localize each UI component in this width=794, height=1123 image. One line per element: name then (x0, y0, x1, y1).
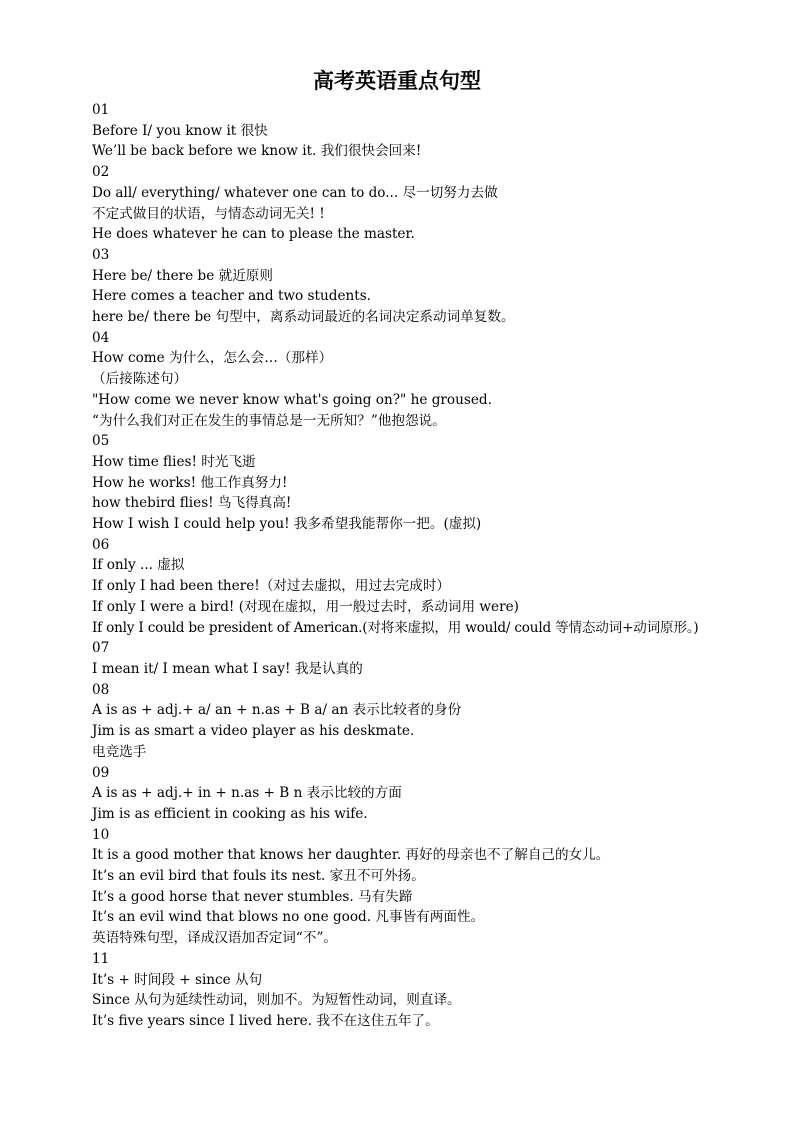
text-line: If only I had been there!（对过去虚拟，用过去完成时） (92, 578, 451, 595)
text-line: It is a good mother that knows her daughter. 再好的母亲也不了解自己的女儿。 (92, 847, 610, 864)
text-line: 不定式做目的状语，与情态动词无关! ! (92, 205, 325, 222)
text-line: He does whatever he can to please the master. (92, 226, 415, 243)
text-line: （后接陈述句） (92, 371, 188, 388)
text-line: Here comes a teacher and two students. (92, 288, 372, 305)
text-line: “为什么我们对正在发生的事情总是一无所知？”他抱怨说。 (92, 412, 446, 429)
text-line: Here be/ there be 就近原则 (92, 267, 273, 284)
text-line: "How come we never know what's going on?" he groused. (92, 391, 492, 408)
text-line: It’s an evil bird that fouls its nest. 家丑不可外扬。 (92, 868, 425, 885)
text-line: Jim is as efficient in cooking as his wife. (92, 805, 368, 822)
text-line: It’s five years since I lived here. 我不在这住五年了。 (92, 1012, 439, 1029)
text-line: How come 为什么，怎么会…（那样） (92, 350, 333, 367)
text-line-wrapped: If only I could be president of American.(对将来虚拟，用 would/ could 等情态动词+动词原形。) (92, 619, 699, 636)
section-number: 11 (92, 950, 110, 967)
text-line: How I wish I could help you! 我多希望我能帮你一把。(虚拟) (92, 516, 482, 533)
section-number: 01 (92, 102, 110, 118)
section-number: 06 (92, 536, 110, 553)
section-number: 07 (92, 640, 110, 657)
text-line: If only ... 虚拟 (92, 557, 185, 574)
text-line: It’s an evil wind that blows no one good. 凡事皆有两面性。 (92, 909, 485, 926)
section-number: 03 (92, 246, 110, 263)
text-line: A is as + adj.+ in + n.as + B n 表示比较的方面 (92, 785, 402, 802)
section-number: 08 (92, 681, 110, 698)
text-line: Since 从句为延续性动词，则加不。为短暂性动词，则直译。 (92, 992, 461, 1009)
section-number: 09 (92, 764, 110, 781)
text-line: Jim is as smart a video player as his deskmate. (92, 723, 415, 740)
text-line: We’ll be back before we know it. 我们很快会回来! (92, 143, 422, 160)
text-line: I mean it/ I mean what I say! 我是认真的 (92, 660, 363, 677)
document-title: 高考英语重点句型 (313, 69, 481, 93)
text-line: 英语特殊句型，译成汉语加否定词“不”。 (92, 930, 337, 947)
text-line: Before I/ you know it 很快 (92, 122, 268, 139)
text-line: It’s + 时间段 + since 从句 (92, 971, 263, 988)
document-body (60, 100, 734, 1032)
text-line: How he works! 他工作真努力! (92, 474, 288, 491)
section-number: 10 (92, 826, 110, 843)
text-line: 电竞选手 (92, 743, 147, 760)
text-line: How time flies! 时光飞逝 (92, 453, 256, 470)
section-number: 02 (92, 164, 110, 181)
section-number: 05 (92, 433, 110, 450)
text-line: here be/ there be 句型中，离系动词最近的名词决定系动词单复数。 (92, 309, 515, 326)
text-line: Do all/ everything/ whatever one can to do... 尽一切努力去做 (92, 184, 498, 201)
section-number: 04 (92, 329, 110, 346)
text-line: how thebird flies! 鸟飞得真高! (92, 495, 292, 512)
text-line: If only I were a bird! (对现在虚拟，用一般过去时，系动词用 were) (92, 598, 519, 615)
text-line: A is as + adj.+ a/ an + n.as + B a/ an 表示比较者的身份 (92, 702, 462, 719)
text-line: It’s a good horse that never stumbles. 马有失蹄 (92, 888, 413, 905)
